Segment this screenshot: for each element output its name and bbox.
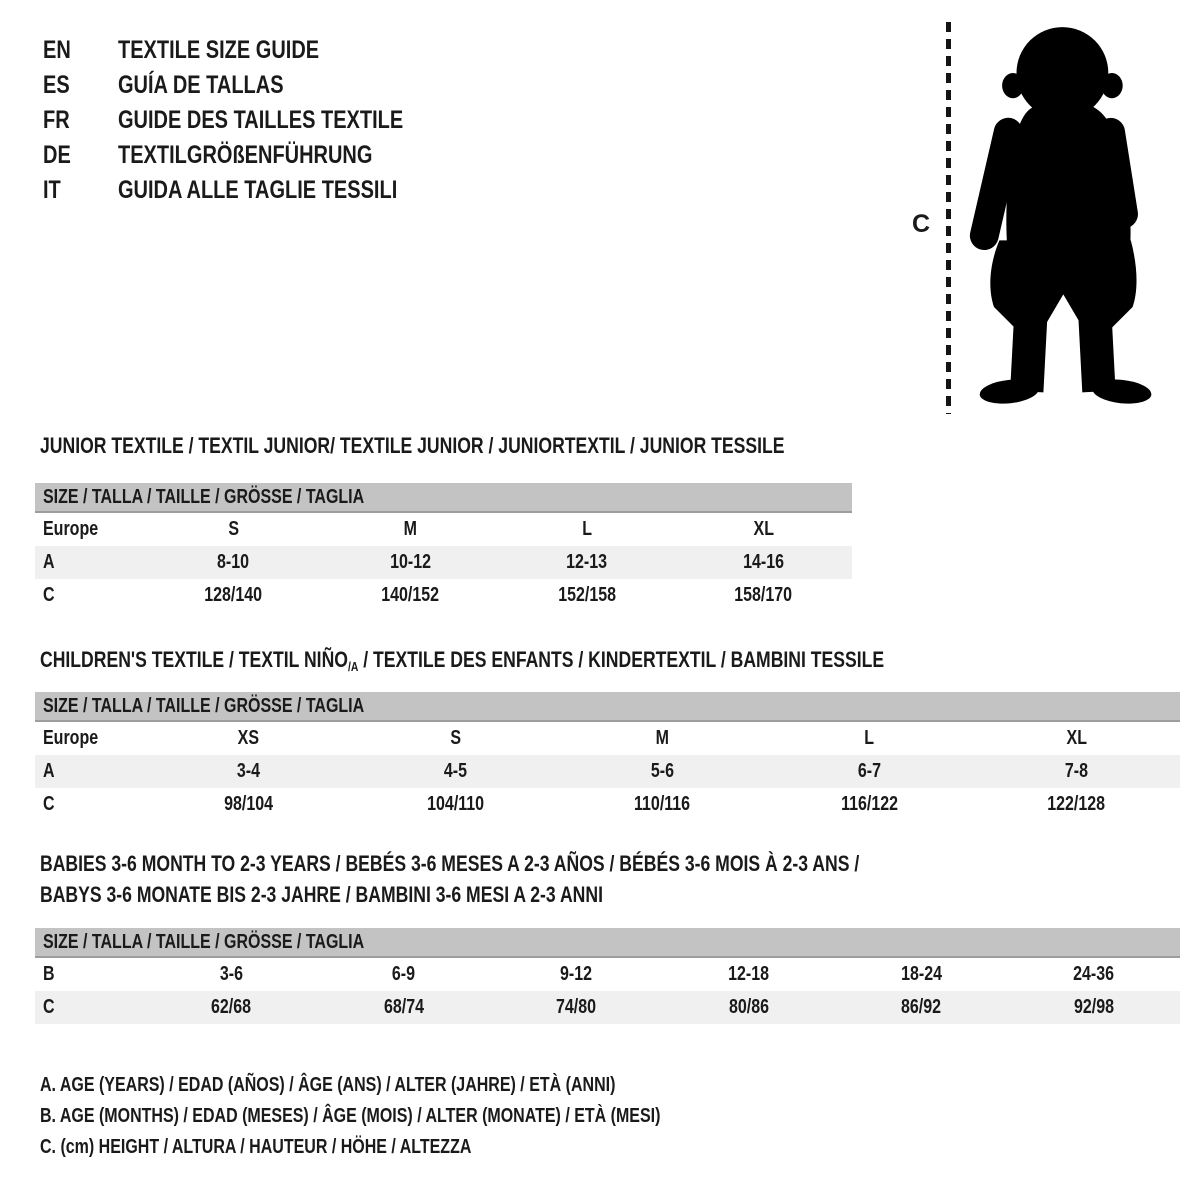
table-row-europe [35,722,1180,755]
table-row-age-months [35,958,1180,991]
height-cell-text: 74/80 [556,996,597,1018]
size-cell [322,518,499,541]
age-cell-text: 12-18 [728,963,770,985]
table-row-height [35,991,1180,1024]
height-cell-text: 98/104 [224,793,273,815]
row-label [35,584,145,607]
legend-line-c: C. (cm) HEIGHT / ALTURA / HAUTEUR / HÖHE / ALTEZZA [40,1136,472,1158]
language-code-text: FR [43,106,70,134]
age-cell [322,551,499,574]
legend-line-b: B. AGE (MONTHS) / EDAD (MESES) / ÂGE (MOIS) / ALTER (MONATE) / ETÀ (MESI) [40,1105,661,1127]
language-title-text: GUIDE DES TAILLES TEXTILE [118,106,404,134]
row-label [35,760,145,783]
language-code [43,36,118,65]
age-cell-text: 8-10 [217,551,250,573]
size-cell-text: L [864,727,875,749]
row-label-text: C [43,793,55,815]
height-cell-text: 92/98 [1073,996,1114,1018]
row-label-text: C [43,996,55,1018]
language-title [118,36,369,65]
height-cell [835,996,1008,1019]
language-code [43,71,118,100]
age-cell-text: 3-6 [219,963,243,985]
babies-section-title [40,848,1064,910]
age-cell-text: 14-16 [743,551,785,573]
junior-size-table [35,483,852,612]
children-title-nino-a-suffix: /A [347,659,359,674]
row-label-text: A [43,760,55,782]
size-cell [352,727,559,750]
age-cell-text: 6-7 [857,760,882,782]
language-code [43,176,118,205]
age-cell-text: 4-5 [443,760,468,782]
age-cell-text: 24-36 [1073,963,1115,985]
size-cell [559,727,766,750]
height-cell-text: 104/110 [427,793,484,815]
table-row-height [35,788,1180,821]
children-size-table [35,692,1180,821]
height-measure-label: C [912,210,931,238]
language-row-es [43,68,475,103]
legend-line-a: A. AGE (YEARS) / EDAD (AÑOS) / ÂGE (ANS) / ALTER (JAHRE) / ETÀ (ANNI) [40,1074,616,1096]
height-cell-text: 128/140 [204,584,263,606]
measure-legend [40,1070,816,1163]
height-cell [352,793,559,816]
height-cell [766,793,973,816]
age-cell [675,551,852,574]
age-cell [835,963,1008,986]
age-cell [973,760,1180,783]
size-cell [145,518,322,541]
babies-title-line2: BABYS 3-6 MONATE BIS 2-3 JAHRE / BAMBINI 3-6 MESI A 2-3 ANNI [40,882,603,907]
language-title-text: GUÍA DE TALLAS [118,71,284,99]
language-title-text: TEXTILGRÖßENFÜHRUNG [118,141,373,169]
language-code-text: DE [43,141,71,169]
height-cell-text: 110/116 [634,793,691,815]
age-cell-text: 7-8 [1064,760,1089,782]
language-code-text: IT [43,176,61,204]
height-cell [1008,996,1181,1019]
size-cell [766,727,973,750]
age-cell-text: 3-4 [236,760,261,782]
age-cell-text: 18-24 [900,963,942,985]
age-cell [145,760,352,783]
language-row-fr [43,103,475,138]
height-cell-text: 80/86 [728,996,769,1018]
language-title [118,141,436,170]
row-label-text: B [43,963,55,985]
language-title [118,176,467,205]
toddler-silhouette-icon [958,12,1165,422]
height-cell-text: 86/92 [901,996,942,1018]
row-label [35,518,145,541]
height-cell-text: 140/152 [381,584,440,606]
table-row-europe [35,513,852,546]
table-row-height [35,579,852,612]
language-row-en [43,33,475,68]
height-cell [559,793,766,816]
language-code [43,141,118,170]
size-cell-text: L [581,518,592,540]
size-header-text: SIZE / TALLA / TAILLE / GRÖSSE / TAGLIA [43,694,365,717]
children-section-title [40,647,884,673]
children-title-post: / TEXTILE DES ENFANTS / KINDERTEXTIL / BAMBINI TESSILE [358,647,885,672]
height-cell-text: 158/170 [734,584,793,606]
language-code-text: ES [43,71,70,99]
height-cell [490,996,663,1019]
babies-size-table [35,928,1180,1024]
language-title-list [43,33,475,208]
size-cell [973,727,1180,750]
age-cell-text: 6-9 [392,963,416,985]
size-cell-text: XS [237,727,260,749]
row-label [35,793,145,816]
size-cell-text: S [450,727,461,749]
children-title-pre: CHILDREN'S TEXTILE / TEXTIL NIÑO [40,647,348,672]
size-cell [145,727,352,750]
language-code-text: EN [43,36,71,64]
table-row-age [35,546,852,579]
age-cell [145,963,318,986]
babies-table-header [35,928,1180,958]
language-title-text: GUIDA ALLE TAGLIE TESSILI [118,176,398,204]
height-dashed-line [946,22,951,414]
height-cell [145,584,322,607]
age-cell [559,760,766,783]
age-cell [352,760,559,783]
size-cell-text: XL [753,518,774,540]
size-cell-text: M [403,518,417,540]
row-label-text: C [43,584,55,606]
height-cell-text: 122/128 [1047,793,1106,815]
language-row-it [43,173,475,208]
height-cell-text: 152/158 [557,584,616,606]
height-cell [145,793,352,816]
row-label-text: Europe [43,518,99,540]
age-cell-text: 10-12 [389,551,431,573]
height-cell-text: 62/68 [211,996,252,1018]
size-header-text: SIZE / TALLA / TAILLE / GRÖSSE / TAGLIA [43,485,365,508]
language-title-text: TEXTILE SIZE GUIDE [118,36,320,64]
children-table-header [35,692,1180,722]
height-cell-text: 68/74 [383,996,424,1018]
table-row-age [35,755,1180,788]
height-cell-text: 116/122 [841,793,898,815]
language-title [118,71,325,100]
row-label [35,551,145,574]
height-cell [322,584,499,607]
row-label-text: A [43,551,55,573]
row-label-text: Europe [43,727,99,749]
age-cell-text: 5-6 [650,760,675,782]
age-cell [766,760,973,783]
age-cell [499,551,676,574]
height-cell [973,793,1180,816]
height-cell [318,996,491,1019]
size-header-text: SIZE / TALLA / TAILLE / GRÖSSE / TAGLIA [43,930,365,953]
size-cell-text: XL [1066,727,1087,749]
row-label [35,727,145,750]
size-cell-text: S [228,518,239,540]
language-row-de [43,138,475,173]
age-cell [663,963,836,986]
row-label [35,996,145,1019]
height-cell [145,996,318,1019]
height-cell [675,584,852,607]
age-cell [1008,963,1181,986]
babies-title-line1: BABIES 3-6 MONTH TO 2-3 YEARS / BEBÉS 3-6 MESES A 2-3 AÑOS / BÉBÉS 3-6 MOIS À 2-3 ANS / [40,851,860,876]
height-cell [499,584,676,607]
language-title [118,106,475,135]
height-cell [663,996,836,1019]
age-cell [145,551,322,574]
junior-section-title: JUNIOR TEXTILE / TEXTIL JUNIOR/ TEXTILE JUNIOR / JUNIORTEXTIL / JUNIOR TESSILE [40,433,785,458]
language-code [43,106,118,135]
row-label [35,963,145,986]
age-cell [490,963,663,986]
size-cell [675,518,852,541]
junior-table-header [35,483,852,513]
size-cell [499,518,676,541]
size-cell-text: M [655,727,670,749]
age-cell [318,963,491,986]
age-cell-text: 9-12 [560,963,593,985]
age-cell-text: 12-13 [566,551,608,573]
